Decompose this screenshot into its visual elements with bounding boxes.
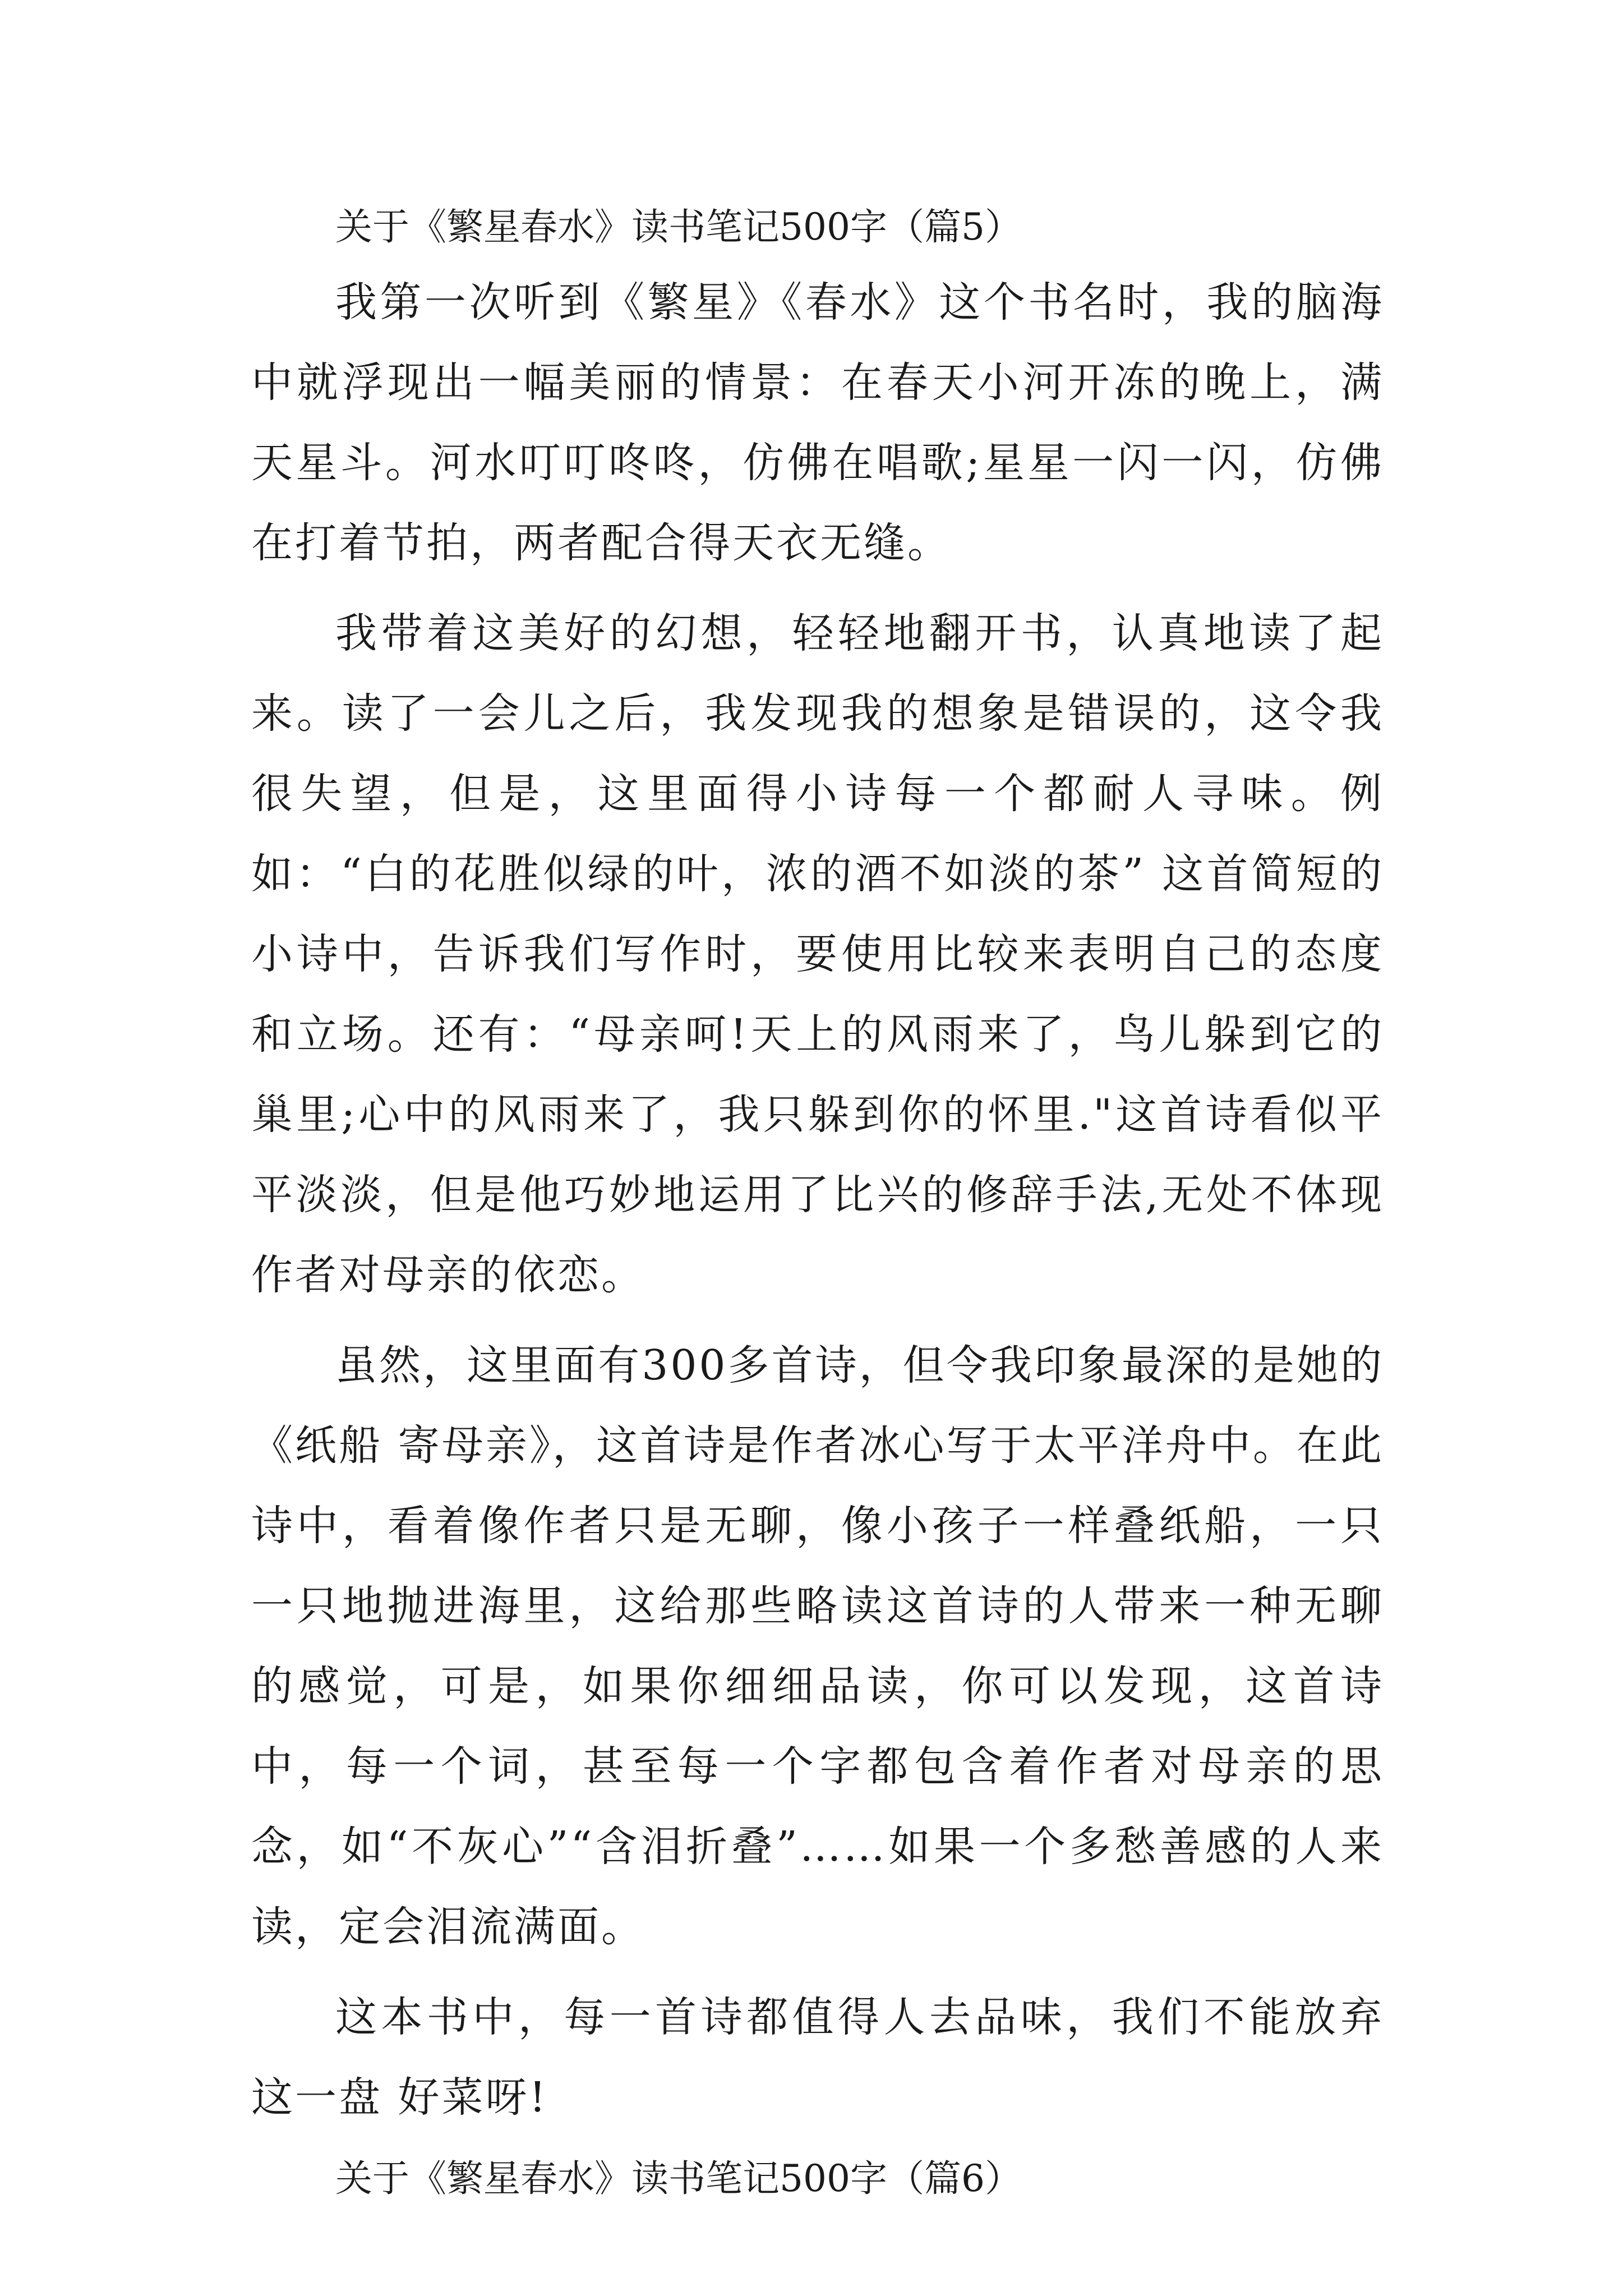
document-page	[251, 196, 1384, 2210]
paragraph-1: 我第一次听到《繁星》《春水》这个书名时，我的脑海中就浮现出一幅美丽的情景：在春天小河开冻的晚上，满天星斗。河水叮叮咚咚，仿佛在唱歌;星星一闪一闪，仿佛在打着节拍，两者配合得天衣无缝。	[251, 278, 1384, 567]
paragraph-2: 我带着这美好的幻想，轻轻地翻开书，认真地读了起来。读了一会儿之后，我发现我的想象是错误的，这令我很失望，但是，这里面得小诗每一个都耐人寻味。例如：“白的花胜似绿的叶，浓的酒不如淡的茶” 这首简短的小诗中，告诉我们写作时，要使用比较来表明自己的态度和立场。还有：“母亲呵!天上的风雨来了，鸟儿躲到它的巢里;心中的风雨来了，我只躲到你的怀里."这首诗看似平平淡淡，但是他巧妙地运用了比兴的修辞手法,无处不体现作者对母亲的依恋。	[251, 609, 1384, 1299]
section-heading-6: 关于《繁星春水》读书笔记500字（篇6）	[335, 2157, 1022, 2200]
paragraph-4: 这本书中，每一首诗都值得人去品味，我们不能放弃这一盘 好菜呀!	[251, 1993, 1384, 2122]
section-heading-5: 关于《繁星春水》读书笔记500字（篇5）	[335, 205, 1022, 249]
paragraph-3: 虽然，这里面有300多首诗，但令我印象最深的是她的《纸船 寄母亲》，这首诗是作者冰心写于太平洋舟中。在此诗中，看着像作者只是无聊，像小孩子一样叠纸船，一只一只地抛进海里，这给那些略读这首诗的人带来一种无聊的感觉，可是，如果你细细品读，你可以发现，这首诗中，每一个词，甚至每一个字都包含着作者对母亲的思念，如“不灰心”“含泪折叠”……如果一个多愁善感的人来读，定会泪流满面。	[251, 1341, 1384, 1951]
